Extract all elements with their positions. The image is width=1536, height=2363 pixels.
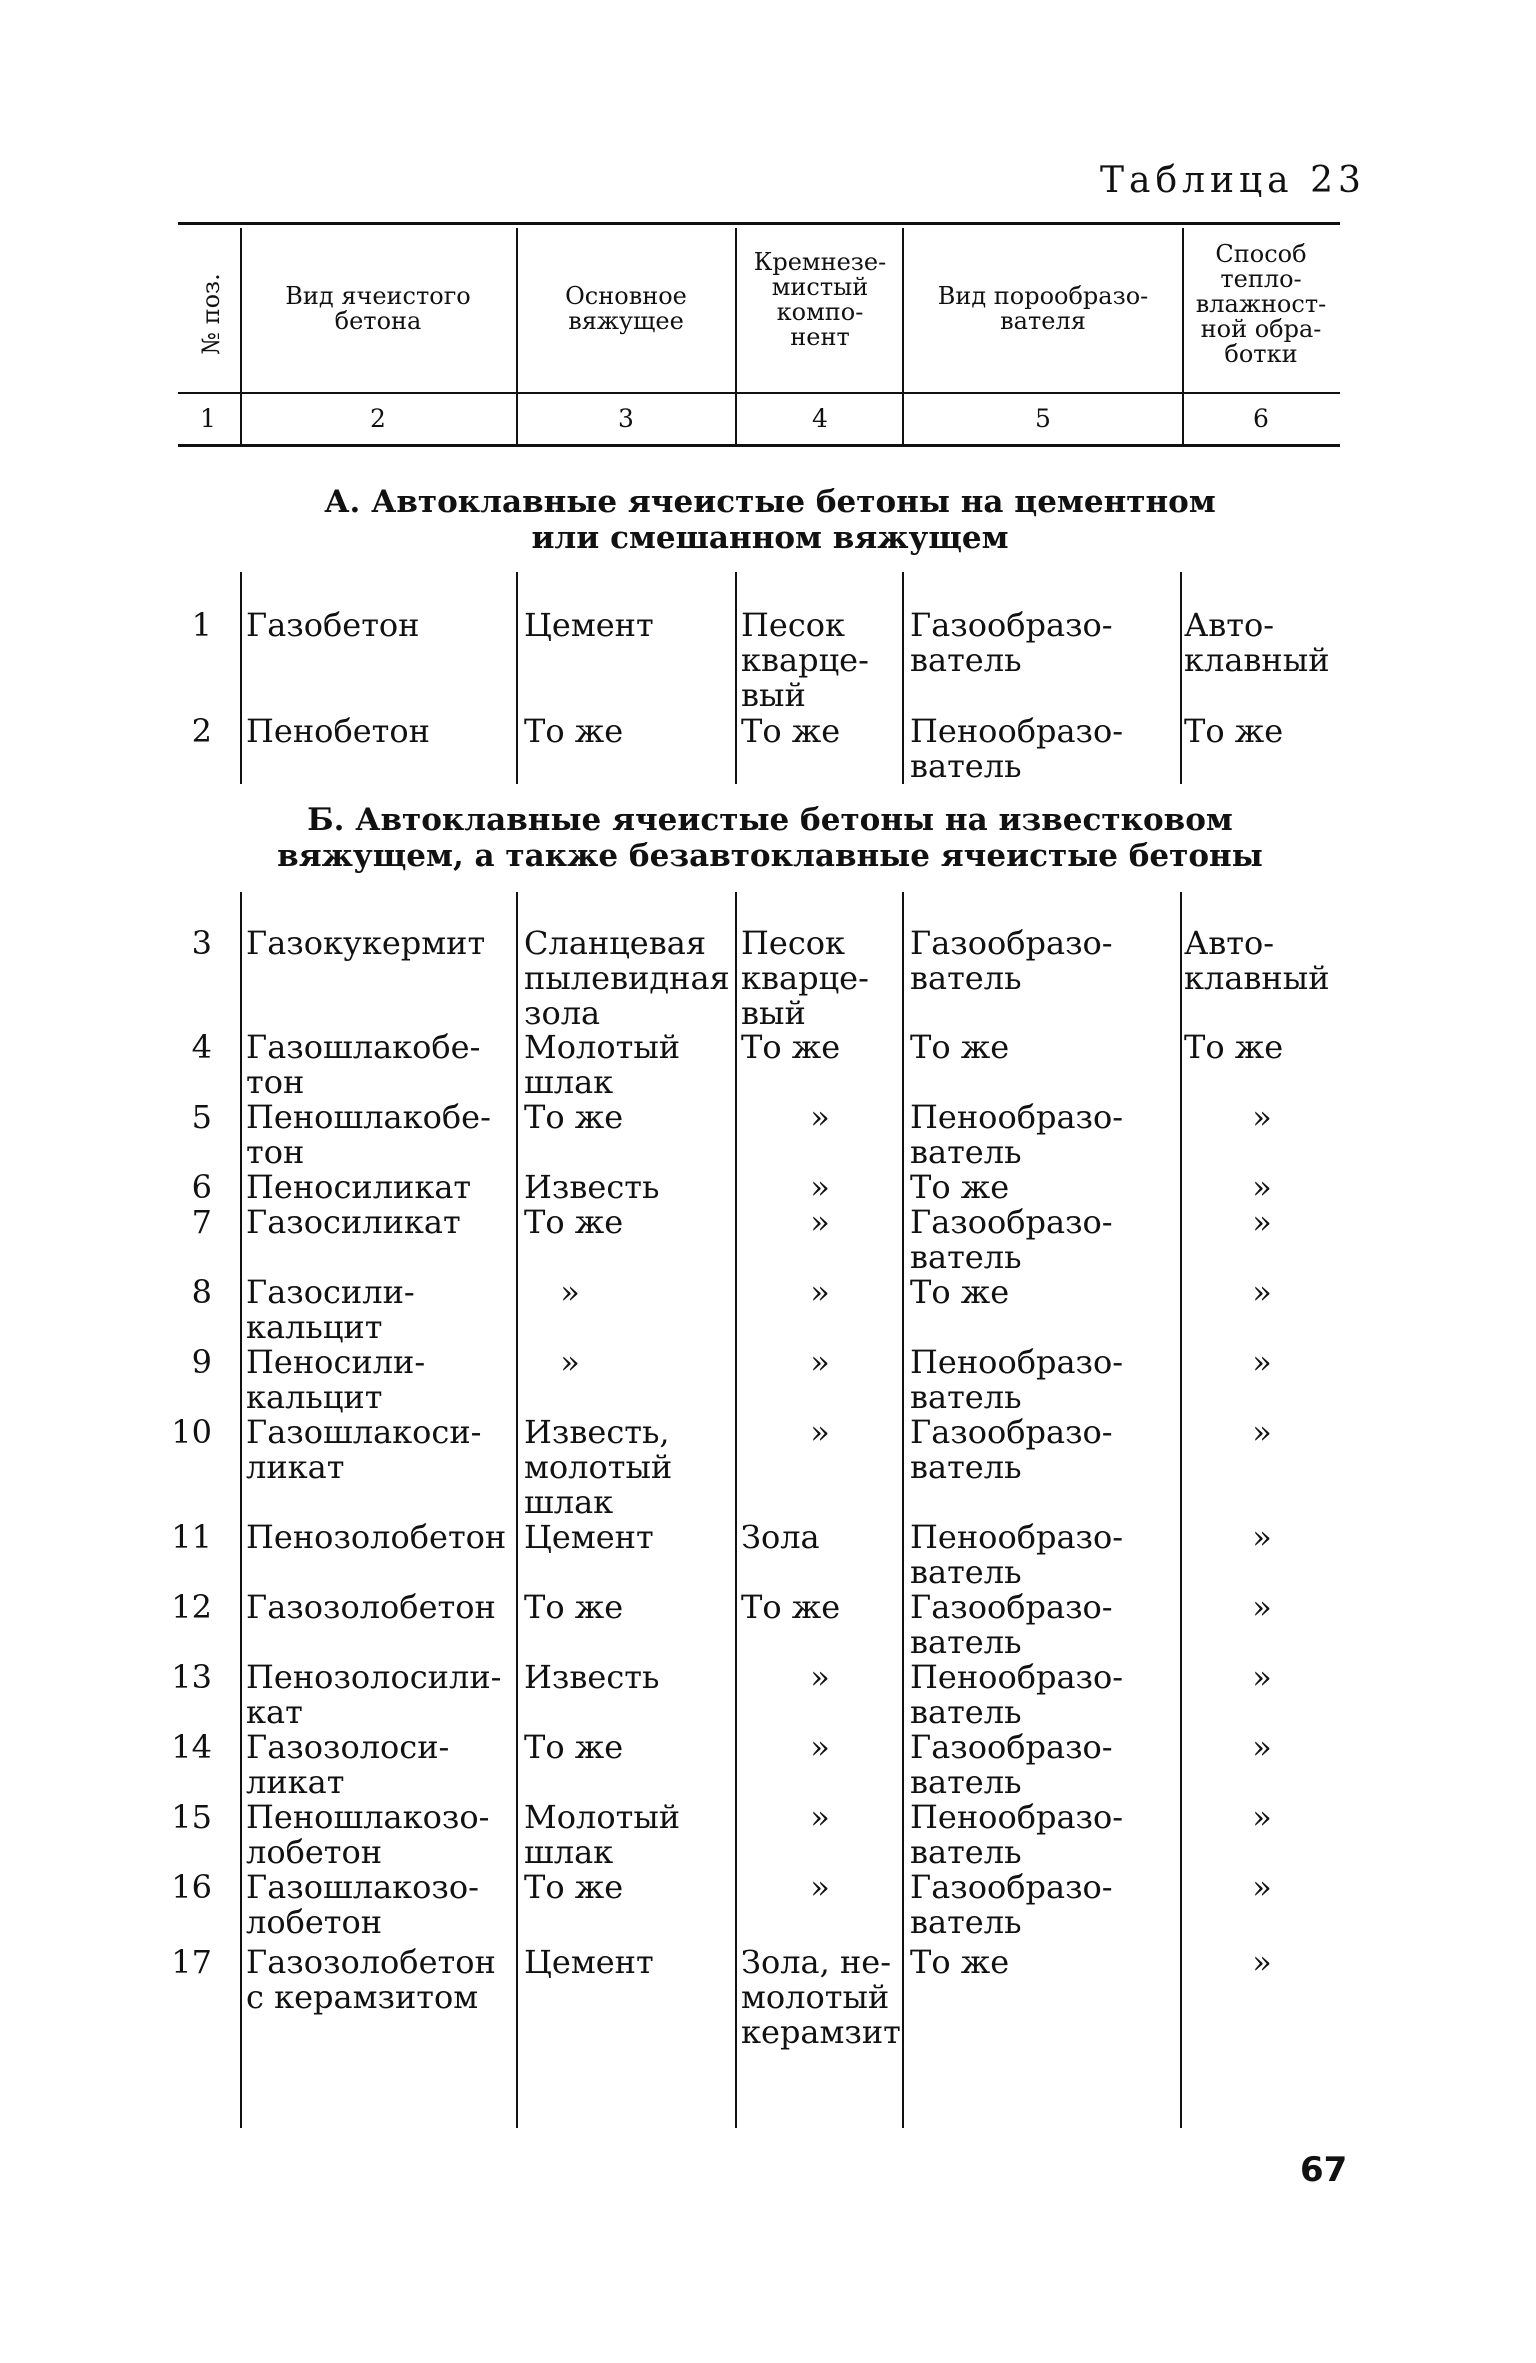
row-number: 7 [191, 1203, 212, 1241]
cell-type: Газосиликат [246, 1203, 461, 1241]
cell-binder: То же [524, 1588, 624, 1626]
cell-foamer: Пенообразо- ватель [910, 1658, 1124, 1731]
row-number: 9 [191, 1343, 212, 1381]
cell-method: » [1252, 1343, 1272, 1381]
row-number: 11 [171, 1518, 212, 1556]
cell-type: Пеношлакозо- лобетон [246, 1798, 490, 1871]
cell-foamer: Пенообразо- ватель [910, 1798, 1124, 1871]
cell-method: » [1252, 1203, 1272, 1241]
header-vline [1182, 228, 1184, 444]
row-number: 1 [191, 606, 212, 644]
header-number: 2 [370, 404, 386, 433]
cell-method: » [1252, 1943, 1272, 1981]
cell-method: » [1252, 1658, 1272, 1696]
section-b-vline [735, 892, 737, 2128]
header-number: 1 [200, 404, 216, 433]
section-a-heading: А. Автоклавные ячеистые бетоны на цементном или смешанном вяжущем [324, 484, 1216, 556]
cell-type: Пеносили- кальцит [246, 1343, 426, 1416]
cell-silica: » [810, 1868, 830, 1906]
cell-binder: Известь [524, 1168, 660, 1206]
header-number: 4 [812, 404, 828, 433]
cell-type: Пеношлакобе- тон [246, 1098, 491, 1171]
cell-foamer: Газообразо- ватель [910, 606, 1113, 679]
cell-silica: » [810, 1658, 830, 1696]
header-number: 3 [618, 404, 634, 433]
cell-silica: » [810, 1343, 830, 1381]
cell-silica: » [810, 1168, 830, 1206]
section-b-vline [1180, 892, 1182, 2128]
cell-type: Газозолоси- ликат [246, 1728, 450, 1801]
cell-type: Пенобетон [246, 712, 430, 750]
header-sep-rule [178, 392, 1340, 394]
header-vline [902, 228, 904, 444]
cell-method: То же [1184, 1028, 1284, 1066]
cell-binder: Известь [524, 1658, 660, 1696]
cell-binder: Цемент [524, 606, 654, 644]
cell-type: Пенозолосили- кат [246, 1658, 502, 1731]
row-number: 6 [191, 1168, 212, 1206]
section-b-vline [240, 892, 242, 2128]
row-number: 3 [191, 924, 212, 962]
cell-silica: То же [741, 1588, 841, 1626]
cell-foamer: Газообразо- ватель [910, 1588, 1113, 1661]
cell-binder: Молотый шлак [524, 1028, 681, 1101]
cell-method: Авто- клавный [1184, 924, 1330, 997]
header-bottom-rule [178, 444, 1340, 447]
cell-silica: » [810, 1728, 830, 1766]
cell-method: » [1252, 1868, 1272, 1906]
cell-foamer: Пенообразо- ватель [910, 1343, 1124, 1416]
header-vline [240, 228, 242, 444]
cell-silica: Зола [741, 1518, 820, 1556]
cell-foamer: Газообразо- ватель [910, 1868, 1113, 1941]
cell-silica: Зола, не- молотый керамзит [741, 1943, 901, 2051]
cell-binder: Цемент [524, 1518, 654, 1556]
header-col-silica: Кремнезе- мистый компо- нент [753, 248, 887, 351]
row-number: 8 [191, 1273, 212, 1311]
row-number: 12 [171, 1588, 212, 1626]
row-number: 4 [191, 1028, 212, 1066]
cell-foamer: Пенообразо- ватель [910, 1518, 1124, 1591]
cell-silica: То же [741, 712, 841, 750]
cell-binder: » [560, 1343, 580, 1381]
cell-foamer: То же [910, 1943, 1010, 1981]
header-vline [735, 228, 737, 444]
cell-foamer: Пенообразо- ватель [910, 1098, 1124, 1171]
cell-binder: » [560, 1273, 580, 1311]
row-number: 17 [171, 1943, 212, 1981]
cell-foamer: Газообразо- ватель [910, 1203, 1113, 1276]
row-number: 16 [171, 1868, 212, 1906]
section-a-vline [516, 572, 518, 784]
cell-type: Пеносиликат [246, 1168, 472, 1206]
cell-foamer: Газообразо- ватель [910, 1728, 1113, 1801]
cell-type: Газокукермит [246, 924, 486, 962]
header-col-position: № поз. [197, 273, 225, 355]
header-number: 6 [1253, 404, 1269, 433]
header-col-binder: Основное вяжущее [565, 282, 687, 335]
cell-foamer: То же [910, 1273, 1010, 1311]
cell-silica: » [810, 1098, 830, 1136]
header-top-rule [178, 222, 1340, 225]
header-number: 5 [1035, 404, 1051, 433]
cell-method: » [1252, 1273, 1272, 1311]
table-caption: Таблица 23 [1100, 160, 1366, 201]
row-number: 2 [191, 712, 212, 750]
cell-method: » [1252, 1728, 1272, 1766]
row-number: 13 [171, 1658, 212, 1696]
cell-method: Авто- клавный [1184, 606, 1330, 679]
section-a-vline [1180, 572, 1182, 784]
cell-binder: Цемент [524, 1943, 654, 1981]
cell-binder: Молотый шлак [524, 1798, 681, 1871]
section-b-vline [516, 892, 518, 2128]
row-number: 15 [171, 1798, 212, 1836]
cell-type: Пенозолобетон [246, 1518, 507, 1556]
cell-silica: » [810, 1798, 830, 1836]
header-col-treatment: Способ тепло- влажност- ной обра- ботки [1195, 240, 1327, 368]
cell-silica: » [810, 1413, 830, 1451]
cell-foamer: То же [910, 1168, 1010, 1206]
cell-silica: » [810, 1273, 830, 1311]
cell-binder: То же [524, 1728, 624, 1766]
cell-method: » [1252, 1098, 1272, 1136]
cell-method: » [1252, 1168, 1272, 1206]
cell-silica: » [810, 1203, 830, 1241]
cell-silica: Песок кварце- вый [741, 924, 869, 1032]
cell-foamer: Газообразо- ватель [910, 924, 1113, 997]
cell-type: Газозолобетон с керамзитом [246, 1943, 496, 2016]
cell-method: » [1252, 1798, 1272, 1836]
cell-type: Газобетон [246, 606, 420, 644]
row-number: 5 [191, 1098, 212, 1136]
cell-foamer: Пенообразо- ватель [910, 712, 1124, 785]
page-number: 67 [1300, 2150, 1348, 2190]
row-number: 14 [171, 1728, 212, 1766]
cell-foamer: Газообразо- ватель [910, 1413, 1113, 1486]
cell-type: Газосили- кальцит [246, 1273, 415, 1346]
section-a-vline [735, 572, 737, 784]
cell-binder: То же [524, 712, 624, 750]
cell-method: » [1252, 1413, 1272, 1451]
cell-foamer: То же [910, 1028, 1010, 1066]
cell-type: Газошлакоси- ликат [246, 1413, 482, 1486]
section-b-vline [902, 892, 904, 2128]
cell-method: » [1252, 1518, 1272, 1556]
cell-binder: То же [524, 1098, 624, 1136]
header-col-foamer: Вид порообразо- вателя [937, 282, 1149, 335]
section-b-heading: Б. Автоклавные ячеистые бетоны на известковом вяжущем, а также безавтоклавные ячеистые бетоны [277, 802, 1263, 874]
cell-type: Газошлакобе- тон [246, 1028, 481, 1101]
header-vline [516, 228, 518, 444]
cell-binder: То же [524, 1203, 624, 1241]
cell-binder: Известь, молотый шлак [524, 1413, 673, 1521]
section-a-vline [240, 572, 242, 784]
cell-silica: Песок кварце- вый [741, 606, 869, 714]
header-col-concrete-type: Вид ячеистого бетона [285, 282, 471, 335]
cell-type: Газозолобетон [246, 1588, 496, 1626]
cell-method: » [1252, 1588, 1272, 1626]
cell-type: Газошлакозо- лобетон [246, 1868, 479, 1941]
cell-silica: То же [741, 1028, 841, 1066]
section-a-vline [902, 572, 904, 784]
cell-binder: Сланцевая пылевидная зола [524, 924, 730, 1032]
cell-method: То же [1184, 712, 1284, 750]
cell-binder: То же [524, 1868, 624, 1906]
row-number: 10 [171, 1413, 212, 1451]
